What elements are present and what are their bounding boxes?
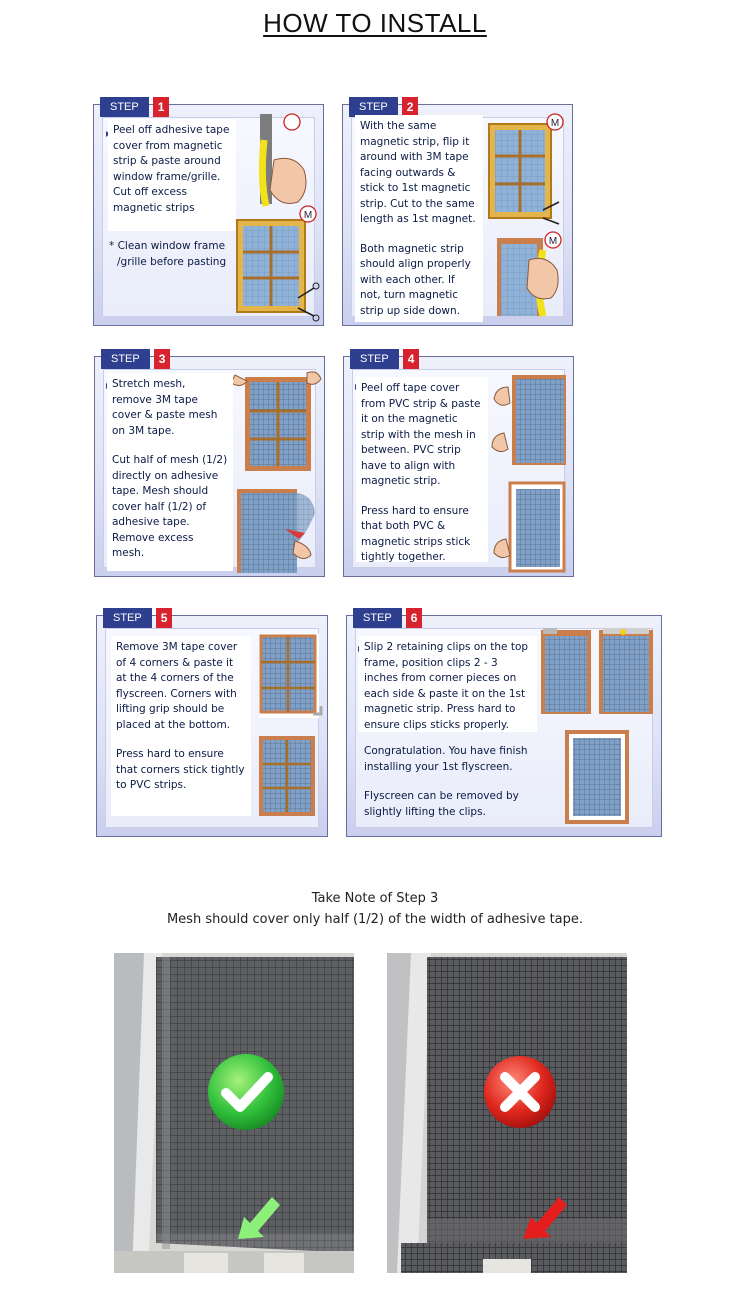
- step-label: STEP: [349, 97, 398, 117]
- magnet-mark: M: [550, 118, 560, 129]
- step-2-paragraph-1: With the same magnetic strip, flip it around with 3M tape facing outwards & stick to 1st magnetic strip. Cut to the same length as 1st magnet.: [360, 120, 476, 225]
- step-5-tab: [103, 608, 172, 628]
- step-6-paragraph-3: Flyscreen can be removed by slightly lifting the clips.: [364, 790, 519, 818]
- step-label: STEP: [350, 349, 399, 369]
- step-2-paragraph-2: Both magnetic strip should align properly with each other. If not, turn magnetic strip up side down.: [360, 242, 471, 317]
- step-5-paragraph-2: Press hard to ensure that corners stick tightly to PVC strips.: [116, 748, 245, 791]
- correct-example-photo: [114, 953, 354, 1273]
- step-5-illustration: [255, 628, 325, 834]
- step-6-paragraph-1: Slip 2 retaining clips on the top frame, position clips 2 - 3 inches from corner pieces on each side & paste it on the 1st magnetic strip. Press hard to ensure clips sticks properly.: [364, 641, 529, 731]
- step-4-card: [343, 352, 574, 577]
- step-3-illustration: [233, 369, 323, 575]
- step-number: 5: [156, 608, 173, 628]
- step-1-text: [108, 119, 236, 231]
- step-2-card: [342, 100, 573, 326]
- step-1-tab: [100, 97, 169, 117]
- step-1-illustration: [234, 110, 322, 322]
- step-label: STEP: [101, 349, 150, 369]
- step-3-tab: [101, 349, 170, 369]
- step-1-note: [104, 235, 232, 274]
- note-description: Mesh should cover only half (1/2) of the width of adhesive tape.: [166, 912, 584, 927]
- step-4-text: [356, 377, 488, 562]
- note-title: Take Note of Step 3: [311, 891, 439, 906]
- step-3-note: [0, 888, 750, 930]
- step-4-paragraph-2: Press hard to ensure that both PVC & magnetic strips stick tightly together.: [361, 504, 471, 563]
- magnet-mark: M: [303, 210, 313, 221]
- step-6-card: [346, 611, 662, 837]
- step-4-illustration: [490, 369, 572, 575]
- step-6-text-2: [359, 740, 563, 822]
- step-1-card: [93, 100, 324, 326]
- step-1-paragraph-2: * Clean window frame /grille before pasting: [109, 240, 227, 268]
- step-2-illustration: [483, 110, 571, 322]
- step-5-text: [111, 636, 251, 816]
- step-6-text: [359, 636, 537, 732]
- step-3-paragraph-1: Stretch mesh, remove 3M tape cover & paste mesh on 3M tape.: [112, 378, 218, 437]
- step-6-illustration: [539, 624, 657, 832]
- step-2-text: [355, 115, 483, 322]
- step-number: 3: [154, 349, 171, 369]
- step-4-tab: [350, 349, 419, 369]
- step-6-tab: [353, 608, 422, 628]
- step-label: STEP: [353, 608, 402, 628]
- step-5-card: [96, 611, 328, 837]
- step-2-tab: [349, 97, 418, 117]
- step-number: 2: [402, 97, 419, 117]
- step-1-paragraph-1: Peel off adhesive tape cover from magnetic strip & paste around window frame/grille. Cut off excess magnetic strips: [113, 124, 230, 214]
- step-label: STEP: [103, 608, 152, 628]
- step-label: STEP: [100, 97, 149, 117]
- step-number: 1: [153, 97, 170, 117]
- step-6-paragraph-2: Congratulation. You have finish installing your 1st flyscreen.: [364, 745, 528, 773]
- step-3-text: [107, 373, 233, 571]
- wrong-example-photo: [387, 953, 627, 1273]
- step-number: 4: [403, 349, 420, 369]
- check-icon: [208, 1054, 284, 1130]
- step-3-card: [94, 352, 325, 577]
- step-4-paragraph-1: Peel off tape cover from PVC strip & paste it on the magnetic strip with the mesh in between. PVC strip have to align with magnetic strip.: [361, 382, 481, 487]
- step-5-paragraph-1: Remove 3M tape cover of 4 corners & paste it at the 4 corners of the flyscreen. Corners with lifting grip should be placed at the bottom.: [116, 641, 238, 731]
- step-3-paragraph-2: Cut half of mesh (1/2) directly on adhesive tape. Mesh should cover half (1/2) of adhesive tape. Remove excess mesh.: [112, 454, 228, 559]
- step-number: 6: [406, 608, 423, 628]
- magnet-mark: M: [548, 236, 558, 247]
- page-title: HOW TO INSTALL: [263, 8, 487, 38]
